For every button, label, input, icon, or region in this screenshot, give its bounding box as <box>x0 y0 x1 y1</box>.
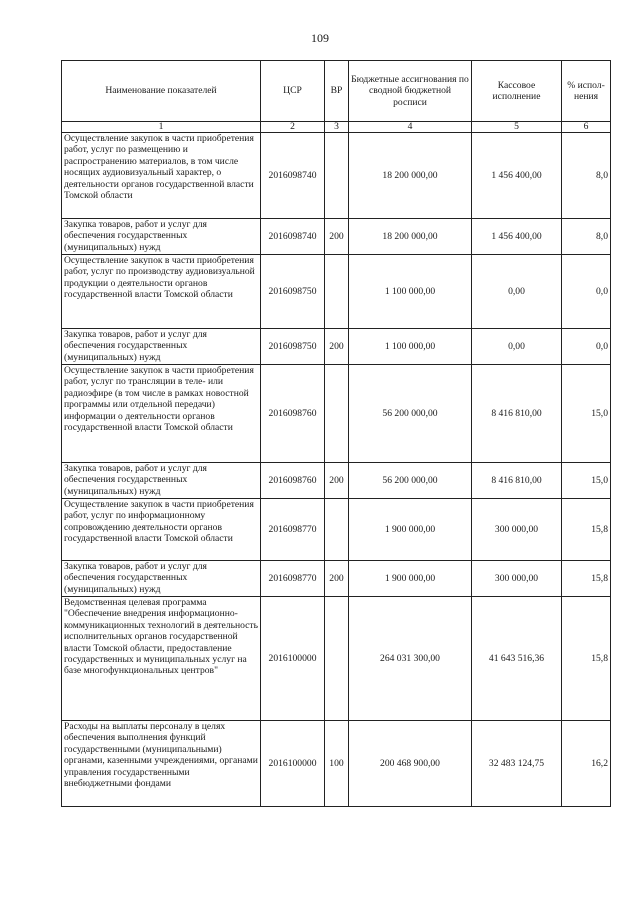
row-vr: 200 <box>325 463 349 499</box>
column-number: 2 <box>261 122 325 133</box>
row-vr: 200 <box>325 329 349 365</box>
row-name: Осуществление закупок в части приобретения работ, услуг по трансляции в теле- или радиоэфире (в том числе в рамках новостной программы или отдельной передачи) информации о деятельности органов государственной власти Томской области <box>62 365 261 463</box>
row-csr: 2016100000 <box>261 721 325 807</box>
row-csr: 2016098740 <box>261 133 325 219</box>
table-row <box>62 561 611 597</box>
row-name: Осуществление закупок в части приобретения работ, услуг по производству аудиовизуальной продукции о деятельности органов государственной власти Томской области <box>62 255 261 329</box>
row-percent: 15,0 <box>562 463 611 499</box>
row-cash-execution: 8 416 810,00 <box>472 365 562 463</box>
budget-execution-table <box>61 60 611 807</box>
table-row <box>62 721 611 807</box>
row-percent: 15,8 <box>562 561 611 597</box>
row-assignment: 1 900 000,00 <box>349 499 472 561</box>
column-number: 4 <box>349 122 472 133</box>
row-percent: 8,0 <box>562 133 611 219</box>
column-number: 1 <box>62 122 261 133</box>
column-number-row <box>62 122 611 133</box>
row-assignment: 264 031 300,00 <box>349 597 472 721</box>
row-name: Расходы на выплаты персоналу в целях обеспечения выполнения функций государственными (муниципальными) органами, казенными учреждениями, органами управления государственными внебюджетными фондами <box>62 721 261 807</box>
row-cash-execution: 1 456 400,00 <box>472 133 562 219</box>
row-percent: 15,8 <box>562 597 611 721</box>
row-vr: 200 <box>325 219 349 255</box>
table-row <box>62 255 611 329</box>
row-vr <box>325 499 349 561</box>
row-name: Закупка товаров, работ и услуг для обеспечения государственных (муниципальных) нужд <box>62 219 261 255</box>
column-number: 3 <box>325 122 349 133</box>
row-csr: 2016098760 <box>261 463 325 499</box>
table-row <box>62 133 611 219</box>
row-cash-execution: 8 416 810,00 <box>472 463 562 499</box>
row-vr <box>325 133 349 219</box>
row-csr: 2016098740 <box>261 219 325 255</box>
table-row <box>62 597 611 721</box>
row-cash-execution: 41 643 516,36 <box>472 597 562 721</box>
row-cash-execution: 1 456 400,00 <box>472 219 562 255</box>
row-percent: 8,0 <box>562 219 611 255</box>
table-row <box>62 219 611 255</box>
header-assignments: Бюджетные ассигнования по сводной бюджетной росписи <box>349 61 472 122</box>
row-cash-execution: 32 483 124,75 <box>472 721 562 807</box>
row-name: Закупка товаров, работ и услуг для обеспечения государственных (муниципальных) нужд <box>62 463 261 499</box>
header-cash-execution: Кассовое исполнение <box>472 61 562 122</box>
row-assignment: 200 468 900,00 <box>349 721 472 807</box>
row-cash-execution: 0,00 <box>472 255 562 329</box>
column-number: 5 <box>472 122 562 133</box>
row-percent: 0,0 <box>562 255 611 329</box>
row-assignment: 56 200 000,00 <box>349 463 472 499</box>
table-row <box>62 329 611 365</box>
table-row <box>62 499 611 561</box>
row-assignment: 18 200 000,00 <box>349 219 472 255</box>
row-assignment: 18 200 000,00 <box>349 133 472 219</box>
row-percent: 15,0 <box>562 365 611 463</box>
row-assignment: 1 100 000,00 <box>349 329 472 365</box>
header-execution-percent: % испол-нения <box>562 61 611 122</box>
row-csr: 2016098750 <box>261 255 325 329</box>
row-name: Осуществление закупок в части приобретения работ, услуг по размещению и распространению материалов, в том числе носящих аудиовизуальный характер, о деятельности органов государственной власти Томской области <box>62 133 261 219</box>
row-vr: 100 <box>325 721 349 807</box>
table-row <box>62 463 611 499</box>
column-number: 6 <box>562 122 611 133</box>
row-name: Закупка товаров, работ и услуг для обеспечения государственных (муниципальных) нужд <box>62 329 261 365</box>
header-csr: ЦСР <box>261 61 325 122</box>
row-csr: 2016098770 <box>261 561 325 597</box>
row-percent: 15,8 <box>562 499 611 561</box>
row-name: Осуществление закупок в части приобретения работ, услуг по информационному сопровождению деятельности органов государственной власти Томской области <box>62 499 261 561</box>
row-assignment: 1 900 000,00 <box>349 561 472 597</box>
header-row <box>62 61 611 122</box>
row-name: Ведомственная целевая программа "Обеспечение внедрения информационно-коммуникационных технологий в деятельность исполнительных органов государственной власти Томской области, предоставление государственных и муниципальных услуг на базе многофункциональных центров" <box>62 597 261 721</box>
row-cash-execution: 300 000,00 <box>472 499 562 561</box>
row-vr: 200 <box>325 561 349 597</box>
table-row <box>62 365 611 463</box>
page-number: 109 <box>311 31 329 45</box>
header-vr: ВР <box>325 61 349 122</box>
row-vr <box>325 597 349 721</box>
row-vr <box>325 255 349 329</box>
row-name: Закупка товаров, работ и услуг для обеспечения государственных (муниципальных) нужд <box>62 561 261 597</box>
row-cash-execution: 300 000,00 <box>472 561 562 597</box>
row-csr: 2016098750 <box>261 329 325 365</box>
row-percent: 16,2 <box>562 721 611 807</box>
row-percent: 0,0 <box>562 329 611 365</box>
row-csr: 2016100000 <box>261 597 325 721</box>
row-assignment: 56 200 000,00 <box>349 365 472 463</box>
row-csr: 2016098770 <box>261 499 325 561</box>
header-name: Наименование показателей <box>62 61 261 122</box>
row-vr <box>325 365 349 463</box>
row-cash-execution: 0,00 <box>472 329 562 365</box>
row-csr: 2016098760 <box>261 365 325 463</box>
row-assignment: 1 100 000,00 <box>349 255 472 329</box>
